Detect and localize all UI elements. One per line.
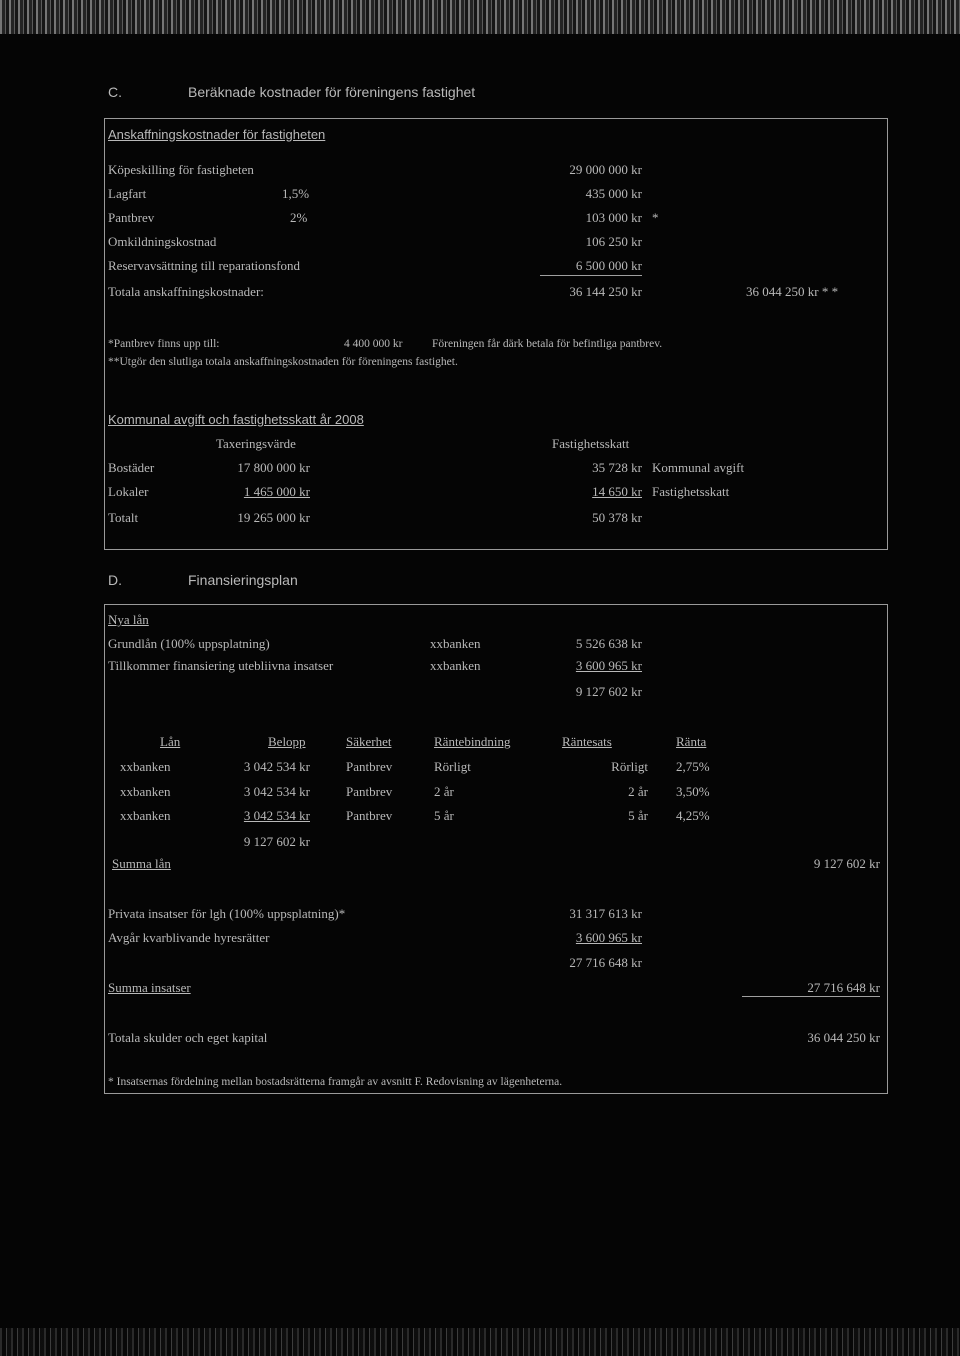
acq-row-label: Pantbrev [108,210,155,225]
acq-row-pct: 1,5% [282,186,310,201]
acq-total-amount: 36 144 250 kr [569,284,642,299]
summa-insatser-label: Summa insatser [108,980,191,995]
section-d-letter: D. [108,572,122,588]
loan-term: 5 år [628,808,648,823]
tax-row-label: Bostäder [108,460,155,475]
note-total-text: **Utgör den slutliga totala anskaffningskostnaden för föreningens fastighet. [108,356,458,368]
loan-binding: 2 år [434,784,454,799]
tax-total-label: Totalt [108,510,139,525]
acq-row-pct: 2% [290,210,308,225]
new-loan-label: Tillkommer finansiering utebliivna insatser [108,658,334,673]
loan-security: Pantbrev [346,759,393,774]
loan-binding: Rörligt [434,759,471,774]
loan-security: Pantbrev [346,808,393,823]
new-loan-bank: xxbanken [430,636,481,651]
loan-security: Pantbrev [346,784,393,799]
acq-row-label: Lagfart [108,186,147,201]
total-liabilities-label: Totala skulder och eget kapital [108,1030,268,1045]
tax-row-label: Lokaler [108,484,149,499]
loan-rate: 4,25% [676,808,710,823]
footnote: * Insatsernas fördelning mellan bostadsrätterna framgår av avsnitt F. Redovisning av lägenheterna. [108,1076,563,1088]
acq-row-amount: 6 500 000 kr [575,258,642,273]
loans-header: Belopp [268,734,306,749]
new-loan-amount: 3 600 965 kr [575,658,642,673]
tax-row-tax: 35 728 kr [592,460,642,475]
loan-term: 2 år [628,784,648,799]
loan-rate: 3,50% [676,784,710,799]
insats-label: Privata insatser för lgh (100% uppsplatning)* [108,906,346,921]
acq-row-label: Reservavsättning till reparationsfond [108,258,301,273]
new-loan-label: Grundlån (100% uppsplatning) [108,636,270,651]
sum-line [742,996,880,997]
tax-total-tax: 50 378 kr [592,510,642,525]
scan-noise-bottom [0,1328,960,1356]
acq-row-label: Omkildningskostnad [108,234,217,249]
note-pantbrev-amount: 4 400 000 kr [344,338,403,350]
tax-row-value: 1 465 000 kr [243,484,310,499]
acquisition-heading: Anskaffningskostnader för fastigheten [108,127,326,142]
table-row: xxbanken [120,808,171,823]
loan-amount: 3 042 534 kr [243,808,310,823]
loans-total: 9 127 602 kr [243,834,310,849]
acq-total-final: 36 044 250 kr * * [746,284,839,299]
insats-label: Avgår kvarblivande hyresrätter [108,930,270,945]
loans-header: Räntebindning [434,734,511,749]
loan-amount: 3 042 534 kr [243,759,310,774]
acq-row-amount: 103 000 kr [585,210,642,225]
new-loans-heading: Nya lån [108,612,149,627]
summa-lan-amount: 9 127 602 kr [813,856,880,871]
insats-amount: 3 600 965 kr [575,930,642,945]
acq-row-label: Köpeskilling för fastigheten [108,162,254,177]
summa-insatser-amount: 27 716 648 kr [807,980,880,995]
new-loans-sum: 9 127 602 kr [575,684,642,699]
acq-row-amount: 435 000 kr [585,186,642,201]
table-row: xxbanken [120,784,171,799]
tax-col-property-tax: Fastighetsskatt [552,436,630,451]
tax-row-note: Fastighetsskatt [652,484,730,499]
loans-header: Ränta [676,734,707,749]
acq-row-mark: * [652,210,659,225]
insats-amount: 31 317 613 kr [569,906,642,921]
table-row: xxbanken [120,759,171,774]
loans-header: Lån [160,734,181,749]
loan-rate: 2,75% [676,759,710,774]
insats-net: 27 716 648 kr [569,955,642,970]
note-pantbrev-text: Föreningen får därk betala för befintliga pantbrev. [432,338,663,350]
loan-term: Rörligt [611,759,648,774]
acq-row-amount: 106 250 kr [585,234,642,249]
tax-heading: Kommunal avgift och fastighetsskatt år 2008 [108,412,364,427]
tax-row-note: Kommunal avgift [652,460,745,475]
note-pantbrev-label: *Pantbrev finns upp till: [108,338,220,350]
acq-row-amount: 29 000 000 kr [569,162,642,177]
section-c-title: Beräknade kostnader för föreningens fastighet [188,84,476,100]
loan-amount: 3 042 534 kr [243,784,310,799]
summa-lan-label: Summa lån [112,856,171,871]
total-liabilities-amount: 36 044 250 kr [807,1030,880,1045]
loans-header: Räntesats [562,734,612,749]
section-d-title: Finansieringsplan [188,572,298,588]
acq-total-label: Totala anskaffningskostnader: [108,284,264,299]
new-loan-bank: xxbanken [430,658,481,673]
sum-line [540,275,642,276]
section-c-letter: C. [108,84,122,100]
tax-total-value: 19 265 000 kr [237,510,310,525]
tax-row-value: 17 800 000 kr [237,460,310,475]
new-loan-amount: 5 526 638 kr [575,636,642,651]
loan-binding: 5 år [434,808,454,823]
loans-header: Säkerhet [346,734,392,749]
tax-row-tax: 14 650 kr [592,484,642,499]
scan-noise-top [0,0,960,34]
tax-col-value: Taxeringsvärde [216,436,296,451]
